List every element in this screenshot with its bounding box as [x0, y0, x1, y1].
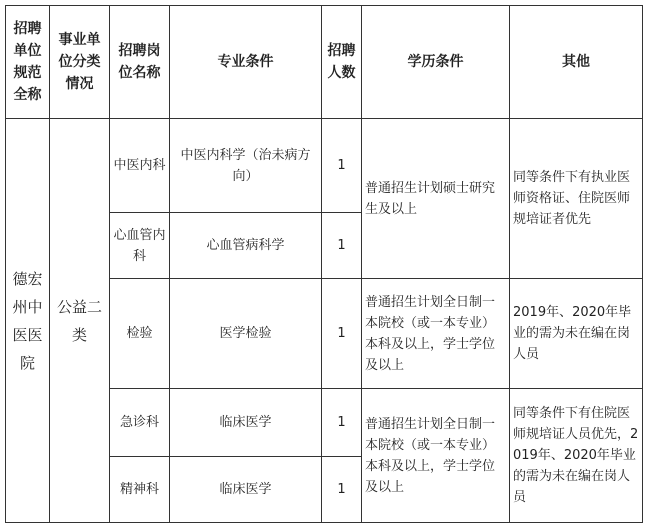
post-cell: 精神科 [110, 457, 170, 523]
education-cell: 普通招生计划硕士研究生及以上 [362, 119, 510, 279]
unit-name-cell: 德宏州中医医院 [6, 119, 50, 523]
count-cell: 1 [322, 213, 362, 279]
other-cell: 同等条件下有执业医师资格证、住院医师规培证者优先 [510, 119, 643, 279]
post-cell: 检验 [110, 279, 170, 389]
header-row [6, 6, 643, 119]
recruitment-table [5, 5, 643, 523]
major-cell: 医学检验 [170, 279, 322, 389]
header-count: 招聘人数 [322, 6, 362, 119]
major-cell: 临床医学 [170, 389, 322, 457]
major-cell: 临床医学 [170, 457, 322, 523]
other-cell: 2019年、2020年毕业的需为未在编在岗人员 [510, 279, 643, 389]
major-cell: 中医内科学（治未病方向） [170, 119, 322, 213]
major-cell: 心血管病科学 [170, 213, 322, 279]
unit-type-cell: 公益二类 [50, 119, 110, 523]
header-major: 专业条件 [170, 6, 322, 119]
header-unit-name: 招聘单位规范全称 [6, 6, 50, 119]
count-cell: 1 [322, 279, 362, 389]
count-cell: 1 [322, 389, 362, 457]
education-cell: 普通招生计划全日制一本院校（或一本专业）本科及以上，学士学位及以上 [362, 389, 510, 523]
post-cell: 中医内科 [110, 119, 170, 213]
education-cell: 普通招生计划全日制一本院校（或一本专业）本科及以上，学士学位及以上 [362, 279, 510, 389]
header-unit-type: 事业单位分类情况 [50, 6, 110, 119]
header-other: 其他 [510, 6, 643, 119]
post-cell: 急诊科 [110, 389, 170, 457]
header-post-name: 招聘岗位名称 [110, 6, 170, 119]
count-cell: 1 [322, 119, 362, 213]
header-education: 学历条件 [362, 6, 510, 119]
table-row [6, 119, 643, 213]
post-cell: 心血管内科 [110, 213, 170, 279]
count-cell: 1 [322, 457, 362, 523]
other-cell: 同等条件下有住院医师规培证人员优先，2019年、2020年毕业的需为未在编在岗人员 [510, 389, 643, 523]
